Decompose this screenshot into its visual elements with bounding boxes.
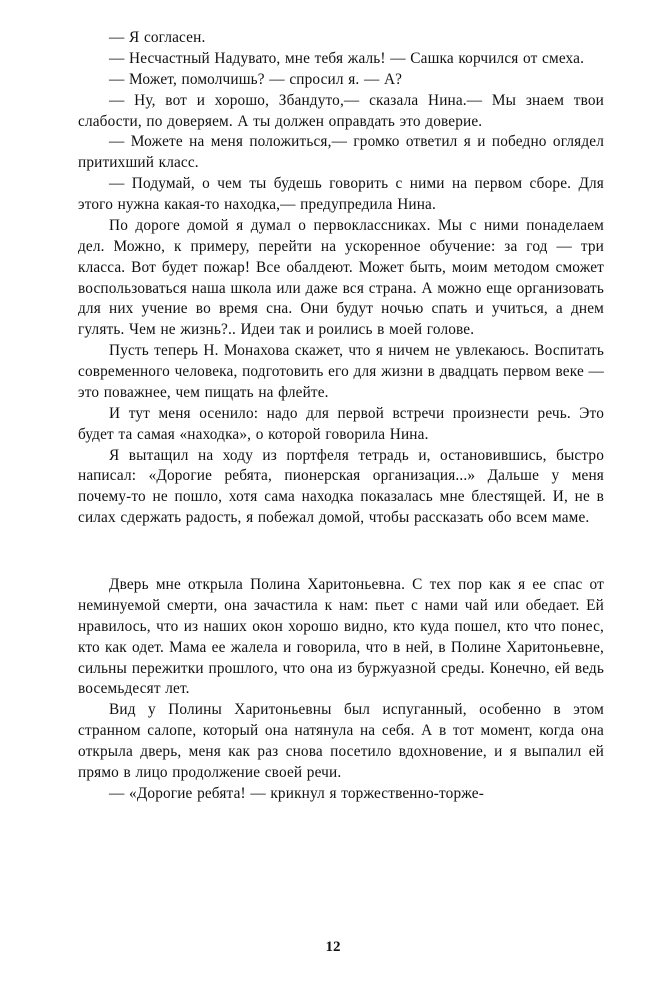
paragraph: — «Дорогие ребята! — крикнул я торжественно-торже- [109, 784, 484, 802]
paragraph: По дороге домой я думал о первоклассниках. Мы с ними понаделаем дел. Можно, к примеру, перейти на ускоренное обучение: за год — три класса. Вот будет пожар! Все обалдеют. Может быть, моим методом сможет воспользоваться наша школа или даже вся страна. А можно еще организовать для них учение во время сна. Они будут ночью спать и учиться, а днем гулять. Чем не жизнь?.. Идеи так и роились в моей голове. [78, 216, 604, 339]
paragraph: И тут меня осенило: надо для первой встречи произнести речь. Это будет та самая «находка», о которой говорила Нина. [78, 404, 604, 443]
paragraph: Дверь мне открыла Полина Харитоньевна. С тех пор как я ее спас от неминуемой смерти, она зачастила к нам: пьет с нами чай или обедает. Ей нравилось, что из наших окон хорошо видно, кто куда пошел, кто что понес, кто как одет. Мама ее жалела и говорила, что в ней, в Полине Харитоньевне, сильны пережитки прошлого, что она из буржуазной среды. Конечно, ей ведь восемьдесят лет. [78, 576, 604, 698]
page-body [78, 28, 604, 805]
paragraph: Я вытащил на ходу из портфеля тетрадь и, остановившись, быстро написал: «Дорогие ребята, пионерская организация...» Дальше у меня почему-то не пошло, хотя сама находка показалась мне блестящей. И, не в силах сдержать радость, я побежал домой, чтобы рассказать обо всем маме. [78, 446, 604, 527]
paragraph: — Я согласен. [109, 29, 206, 46]
paragraph: Вид у Полины Харитоньевны был испуганный, особенно в этом странном салопе, который она натянула на себя. А в тот момент, когда она открыла дверь, меня как раз снова посетило вдохновение, и я выпалил ей прямо в лицо продолжение своей речи. [78, 701, 604, 781]
section-break [78, 529, 604, 575]
paragraph: — Несчастный Надувато, мне тебя жаль! — Сашка корчился от смеха. [109, 49, 585, 67]
paragraph: — Можете на меня положиться,— громко ответил я и победно оглядел притихший класс. [78, 133, 604, 172]
page-number: 12 [325, 939, 341, 955]
paragraph: Пусть теперь Н. Монахова скажет, что я ничем не увлекаюсь. Воспитать современного человека, подготовить его для жизни в двадцать первом веке — это поважнее, чем пищать на флейте. [78, 342, 604, 401]
paragraph: — Ну, вот и хорошо, Збандуто,— сказала Нина.— Мы знаем твои слабости, по доверяем. А ты должен оправдать это доверие. [78, 91, 604, 130]
paragraph: — Может, помолчишь? — спросил я. — А? [109, 70, 403, 88]
paragraph: — Подумай, о чем ты будешь говорить с ними на первом сборе. Для этого нужна какая-то находка,— предупредила Нина. [78, 175, 604, 213]
